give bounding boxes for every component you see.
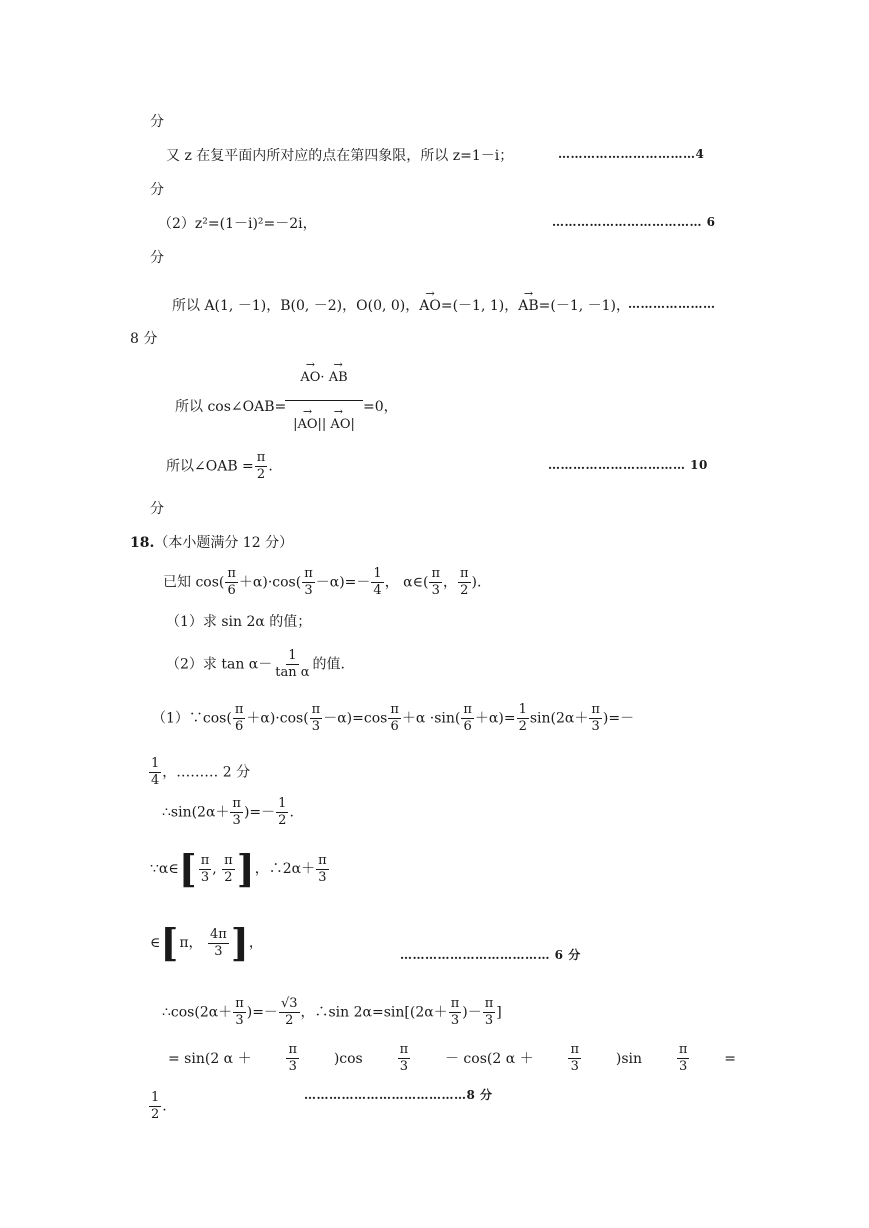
vector-ab: → AB <box>518 297 538 315</box>
s4-prefix: ∈ <box>150 935 161 951</box>
line-quadrant: 又 z 在复平面内所对应的点在第四象限，所以 z=1－i； <box>166 148 514 164</box>
s1-d: ＋α)= <box>474 710 516 727</box>
given-a: ＋α)·cos( <box>238 574 302 591</box>
frac-den: 2 <box>151 1107 160 1122</box>
s5-mid: )=－ <box>246 1004 278 1021</box>
frac-den: 2 <box>460 583 469 598</box>
leader-8-fen: …………………………………8 分 <box>304 1088 493 1102</box>
frac-4pi-3 <box>208 927 229 960</box>
frac-num: π <box>304 566 313 581</box>
leader-10: …………………………… 10 <box>548 458 708 472</box>
vector-ao-value: =(－1, 1)， <box>440 298 519 314</box>
frac-den: 6 <box>390 719 399 734</box>
frac-den: 3 <box>200 869 210 885</box>
frac-pi-3-b <box>429 566 442 599</box>
frac-den: 4 <box>373 583 382 598</box>
frac-den: 3 <box>484 1013 494 1028</box>
frac-num: 1 <box>288 648 297 663</box>
sub-question-1: （1）求 sin 2α 的值； <box>166 614 312 630</box>
leader-6-fen: ……………………………… 6 分 <box>400 948 581 962</box>
frac-den: 3 <box>304 583 313 598</box>
frac-pi-2 <box>222 853 235 886</box>
frac-den: 3 <box>232 813 241 828</box>
s6-a: = sin(2 α ＋ <box>168 1050 252 1067</box>
s5-c: )－ <box>462 1004 482 1021</box>
frac-num: π <box>200 852 210 868</box>
frac-num: π <box>224 852 233 868</box>
frac-1-2 <box>149 1090 161 1123</box>
frac-pi-3 <box>233 996 246 1029</box>
line-cos-oab-prefix: 所以 cos∠OAB= <box>175 399 287 415</box>
given-end: ). <box>471 574 482 591</box>
frac-1-2 <box>517 702 529 735</box>
s5-b: ，∴sin 2α=sin[(2α＋ <box>300 1004 448 1021</box>
s4-post: ， <box>248 935 263 951</box>
frac-num: 1 <box>151 1090 160 1105</box>
s6-d: )sin <box>615 1050 642 1067</box>
frac-num: √3 <box>280 996 298 1011</box>
frac-pi-6 <box>225 566 238 599</box>
frac-sqrt3-2 <box>279 996 300 1029</box>
question-18-heading <box>130 534 293 552</box>
text-fen-2: 分 <box>150 182 164 198</box>
text-fen-1: 分 <box>150 114 164 130</box>
num-vector-ab: → AB <box>329 370 348 385</box>
frac-num: π <box>235 996 244 1011</box>
solution-line-3 <box>150 846 330 891</box>
solution-line-6 <box>168 1042 736 1075</box>
s1b-post: ，……… 2 分 <box>162 764 251 781</box>
den-vector-ao-2: → | AO| <box>322 417 355 432</box>
frac-num: π <box>227 566 236 581</box>
vector-ab-value: =(－1, －1)， <box>538 298 630 314</box>
interval-bracket: [ $\frac{\pi}{3}$ , $\frac{\pi}{2}$ ] <box>178 846 255 891</box>
frac-den: 4 <box>151 773 160 788</box>
cos-oab-denominator <box>285 417 363 432</box>
frac-1-4 <box>149 756 161 789</box>
s6-c: － cos(2 α ＋ <box>444 1050 534 1067</box>
frac-den: 3 <box>214 943 223 959</box>
sub-question-2 <box>166 648 345 681</box>
frac-1-tan <box>273 648 311 681</box>
frac-num: π <box>311 702 321 717</box>
solution-line-1 <box>152 702 634 735</box>
leader-6: ……………………………… 6 <box>552 215 716 229</box>
frac-den: 2 <box>285 1013 294 1028</box>
cos-oab-fraction-bar <box>285 400 363 401</box>
frac-pi-3-b <box>589 702 602 735</box>
frac-pi-3 <box>230 796 243 829</box>
frac-pi-3 <box>199 853 212 886</box>
solution-line-2 <box>162 796 294 829</box>
angle-oab-period: . <box>268 458 273 475</box>
leader-8: ………………… <box>628 297 716 311</box>
s4-pi: π， <box>179 935 203 951</box>
frac-den: 3 <box>570 1059 579 1074</box>
frac-num: 1 <box>373 566 382 581</box>
frac-pi-3 <box>302 566 315 599</box>
den-vector-ao: → |AO| <box>293 417 322 432</box>
frac-den: 2 <box>224 869 233 885</box>
given-condition <box>163 566 481 599</box>
given-prefix: 已知 cos( <box>163 574 225 591</box>
line-angle-oab <box>166 450 273 483</box>
s2-end: . <box>289 804 294 821</box>
frac-pi-6-c <box>461 702 474 735</box>
solution-line-1b <box>148 756 250 789</box>
num-dot: · <box>320 370 325 385</box>
frac-num: π <box>234 702 244 717</box>
frac-pi-6-b <box>388 702 401 735</box>
sub2-post: 的值. <box>312 656 345 673</box>
frac-num: π <box>450 996 460 1011</box>
angle-oab-prefix: 所以∠OAB = <box>166 458 254 475</box>
s1-prefix: （1）∵cos( <box>152 710 232 727</box>
frac-den: 3 <box>235 1013 244 1028</box>
frac-num: π <box>459 566 469 581</box>
frac-den: 3 <box>678 1059 688 1074</box>
frac-pi-3 <box>310 702 323 735</box>
frac-num: π <box>390 702 399 717</box>
frac-den: 3 <box>318 869 327 885</box>
s1-a: ＋α)·cos( <box>246 710 309 727</box>
text-8-fen: 8 分 <box>130 331 158 347</box>
frac-num: π <box>678 1042 688 1057</box>
frac-num: 1 <box>151 756 160 771</box>
solution-line-7 <box>148 1090 167 1123</box>
frac-pi-3-c <box>483 996 496 1029</box>
frac-pi-3-b <box>449 996 462 1029</box>
given-comma: ， <box>442 574 457 591</box>
frac-num: π <box>399 1042 409 1057</box>
frac-num: π <box>431 566 440 581</box>
num-vector-ao: → AO <box>300 370 320 385</box>
frac-num: π <box>591 702 600 717</box>
frac-pi-3-c <box>568 1042 581 1075</box>
frac-pi-2 <box>458 566 471 599</box>
s7-post: . <box>162 1098 167 1115</box>
s2-mid: )=－ <box>243 804 276 821</box>
leader-4: ……………………………4 <box>558 147 705 161</box>
points-text: 所以 A(1, －1)，B(0, －2)，O(0, 0)， <box>172 298 420 314</box>
frac-pi-3 <box>286 1042 299 1075</box>
frac-1-2 <box>276 796 288 829</box>
text-fen-4: 分 <box>150 501 164 517</box>
text-fen-3: 分 <box>150 250 164 266</box>
frac-pi-3-b <box>398 1042 411 1075</box>
solution-line-4 <box>150 920 263 965</box>
frac-den: tan α <box>275 665 310 680</box>
frac-den: 6 <box>234 719 244 734</box>
frac-pi-6 <box>233 702 246 735</box>
s6-b: )cos <box>333 1050 363 1067</box>
frac-num: π <box>570 1042 580 1057</box>
frac-den: 2 <box>256 467 266 482</box>
s1-f: )=－ <box>602 710 635 727</box>
frac-den: 3 <box>431 583 440 598</box>
solution-line-5 <box>162 996 502 1029</box>
frac-den: 3 <box>591 719 600 734</box>
vector-ao: → AO <box>419 297 441 315</box>
s1-b: －α)=cos <box>323 710 388 727</box>
frac-den: 2 <box>278 813 287 828</box>
frac-den: 3 <box>288 1059 297 1074</box>
s6-e: = <box>724 1050 736 1067</box>
frac-den: 3 <box>311 719 321 734</box>
frac-num: π <box>318 852 327 868</box>
frac-num: π <box>256 450 266 465</box>
frac-den: 6 <box>227 583 236 598</box>
s5-d: ] <box>496 1004 502 1021</box>
cos-oab-numerator <box>285 370 363 385</box>
angle-oab-fraction <box>255 450 268 483</box>
s1-e: sin(2α＋ <box>529 710 589 727</box>
frac-den: 2 <box>518 719 527 734</box>
frac-num: π <box>484 996 494 1011</box>
frac-pi-3-b <box>316 853 329 886</box>
frac-num: 4π <box>210 926 227 942</box>
frac-den: 3 <box>450 1013 460 1028</box>
frac-num: π <box>463 702 472 717</box>
line-points <box>172 297 630 315</box>
cos-oab-equals-zero: =0， <box>363 399 398 415</box>
given-c: ， α∈( <box>384 574 429 591</box>
frac-pi-3-d <box>677 1042 690 1075</box>
frac-num: π <box>232 796 241 811</box>
given-b: －α)=－ <box>315 574 371 591</box>
s1-c: ＋α ·sin( <box>401 710 461 727</box>
frac-den: 6 <box>463 719 472 734</box>
s2-prefix: ∴sin(2α＋ <box>162 804 230 821</box>
line-z-squared: （2）z²=(1－i)²=－2i， <box>158 216 317 232</box>
frac-num: 1 <box>278 796 287 811</box>
s3-mid: ，∴2α＋ <box>254 861 316 877</box>
question-score: （本小题满分 12 分） <box>154 535 294 551</box>
question-number: 18. <box>130 535 155 551</box>
interval-bracket-2: [ π， $\frac{4\pi}{3}$ ] <box>160 920 249 965</box>
s5-prefix: ∴cos(2α＋ <box>162 1004 233 1021</box>
frac-1-4 <box>371 566 383 599</box>
frac-num: 1 <box>518 702 527 717</box>
frac-num: π <box>288 1042 297 1057</box>
sub2-prefix: （2）求 tan α－ <box>166 656 273 673</box>
s3-prefix: ∵α∈ <box>150 861 179 877</box>
frac-den: 3 <box>399 1059 408 1074</box>
